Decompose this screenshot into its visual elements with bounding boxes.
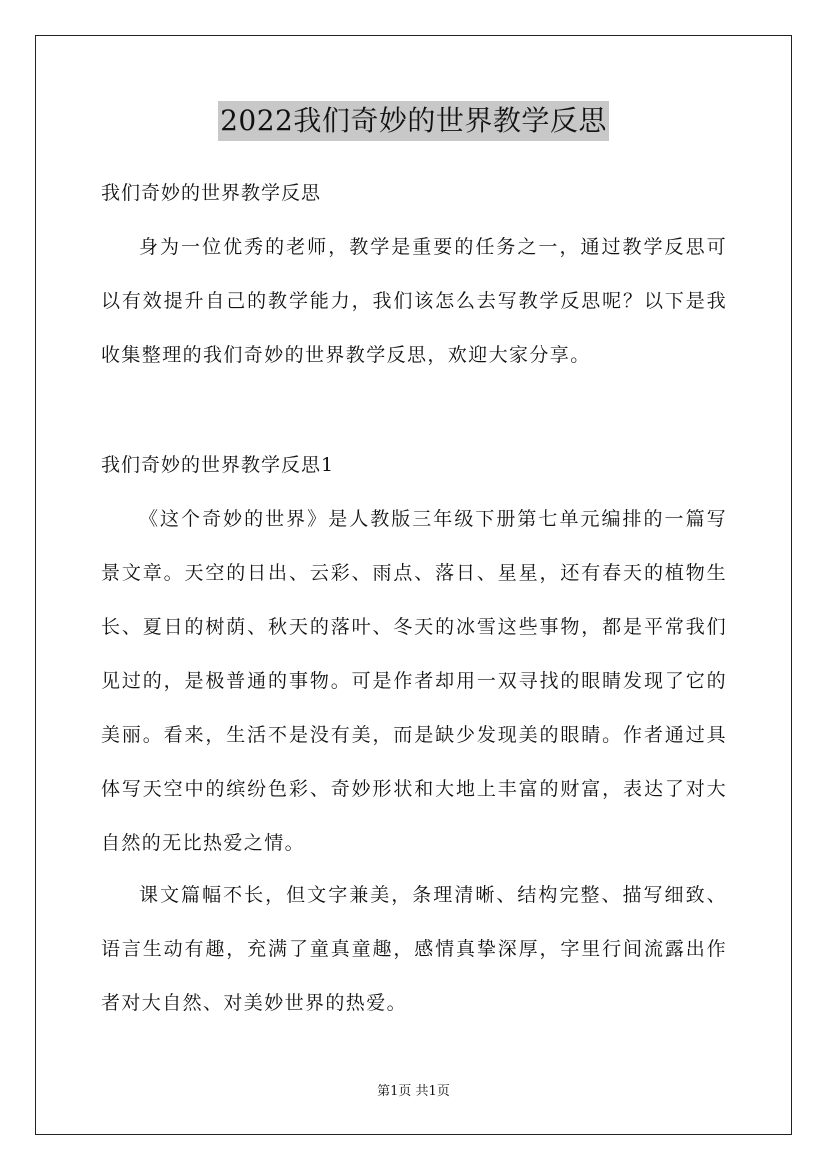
section-heading: 我们奇妙的世界教学反思1 — [101, 454, 335, 476]
page-number-footer: 第1页 共1页 — [377, 1084, 450, 1099]
document-subtitle: 我们奇妙的世界教学反思 — [101, 182, 322, 204]
document-title: 2022我们奇妙的世界教学反思 — [218, 101, 609, 141]
body-paragraph-2: 课文篇幅不长，但文字兼美，条理清晰、结构完整、描写细致、语言生动有趣，充满了童真童趣，感情真挚深厚，字里行间流露出作者对大自然、对美妙世界的热爱。 — [101, 884, 727, 1014]
intro-paragraph: 身为一位优秀的老师，教学是重要的任务之一，通过教学反思可以有效提升自己的教学能力，我们该怎么去写教学反思呢？以下是我收集整理的我们奇妙的世界教学反思，欢迎大家分享。 — [101, 236, 727, 366]
title-container — [0, 101, 827, 141]
body-paragraph-1: 《这个奇妙的世界》是人教版三年级下册第七单元编排的一篇写景文章。天空的日出、云彩、雨点、落日、星星，还有春天的植物生长、夏日的树荫、秋天的落叶、冬天的冰雪这些事物，都是平常我们见过的，是极普通的事物。可是作者却用一双寻找的眼睛发现了它的美丽。看来，生活不是没有美，而是缺少发现美的眼睛。作者通过具体写天空中的缤纷色彩、奇妙形状和大地上丰富的财富，表达了对大自然的无比热爱之情。 — [101, 508, 727, 854]
